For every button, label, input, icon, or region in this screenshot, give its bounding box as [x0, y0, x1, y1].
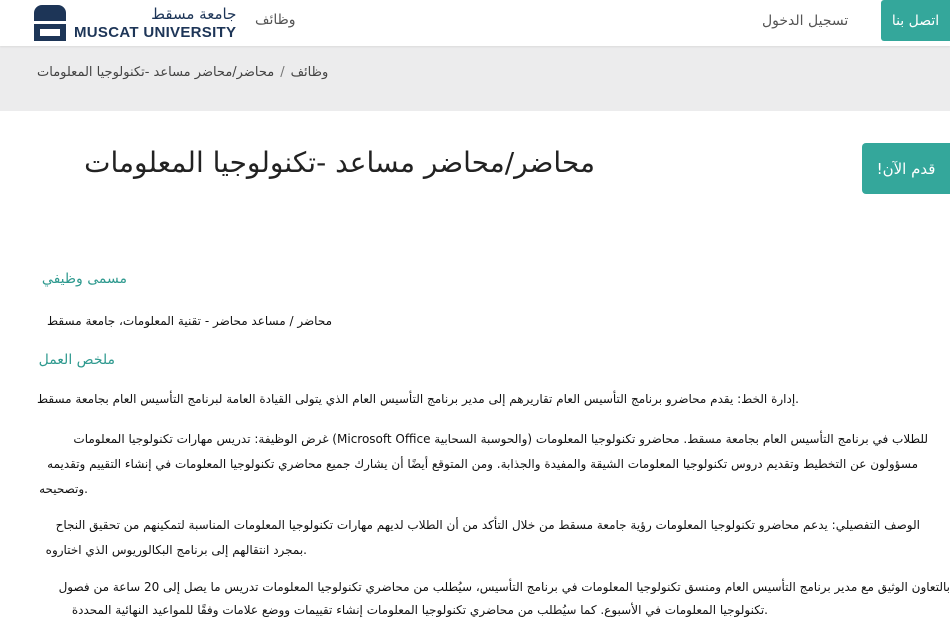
nav-link-login[interactable]: تسجيل الدخول: [762, 13, 849, 29]
breadcrumb-root-link[interactable]: وظائف: [290, 65, 329, 80]
breadcrumb-current: محاضر/محاضر مساعد -تكنولوجيا المعلومات: [37, 65, 275, 80]
nav-link-jobs[interactable]: وظائف: [255, 12, 296, 28]
apply-now-button[interactable]: !قدم الآن: [862, 143, 950, 194]
paragraph-line: .إدارة الخط: يقدم محاضرو برنامج التأسيس العام تقاريرهم إلى مدير برنامج التأسيس العام الذي يتولى القيادة العامة لبرنامج التأسيس العام بجامعة مسقط: [37, 392, 799, 406]
paragraph-line: بالتعاون الوثيق مع مدير برنامج التأسيس العام ومنسق تكنولوجيا المعلومات في برنامج التأسيس، سيُطلب من محاضري تكنولوجيا المعلومات تدريس ما يصل إلى 20 ساعة من فصول: [58, 580, 950, 594]
job-title-heading: مسمى وظيفي: [41, 271, 127, 287]
paragraph-line: الوصف التفصيلي: يدعم محاضرو تكنولوجيا المعلومات رؤية جامعة مسقط من خلال التأكد من أن الطلاب لديهم مهارات تكنولوجيا المعلومات المناسبة لتمكينهم من تحقيق النجاح: [55, 518, 920, 532]
logo-arabic-text: جامعة مسقط: [151, 4, 237, 23]
university-logo[interactable]: [34, 3, 236, 43]
paragraph-line: للطلاب في برنامج التأسيس العام بجامعة مسقط. محاضرو تكنولوجيا المعلومات (والحوسبة السحابية Microsoft Office) غرض الوظيفة: تدريس مهارات تكنولوجيا المعلومات: [73, 432, 928, 446]
breadcrumb-separator: /: [280, 65, 285, 80]
job-title-value: محاضر / مساعد محاضر - تقنية المعلومات، جامعة مسقط: [47, 314, 332, 328]
summary-heading: ملخص العمل: [38, 352, 115, 368]
page-title: محاضر/محاضر مساعد -تكنولوجيا المعلومات: [84, 146, 595, 179]
logo-english-text: MUSCAT UNIVERSITY: [74, 23, 237, 41]
logo-emblem-icon: [34, 5, 66, 41]
paragraph-line: .بمجرد انتقالهم إلى برنامج البكالوريوس الذي اختاروه: [45, 543, 307, 557]
top-navbar: [0, 0, 950, 46]
paragraph-line: .تكنولوجيا المعلومات في الأسبوع. كما سيُطلب من محاضري تكنولوجيا المعلومات إنشاء تقييمات ووضع علامات وفقًا للمواعيد النهائية المحددة: [71, 603, 768, 617]
contact-us-button[interactable]: اتصل بنا: [881, 0, 950, 41]
breadcrumb: [37, 65, 328, 80]
paragraph-line: مسؤولون عن التخطيط وتقديم دروس تكنولوجيا المعلومات الشيقة والمفيدة والجذابة. ومن المتوقع أيضًا أن يشارك جميع محاضري تكنولوجيا المعلومات في إنشاء التقييم وتقديمه: [47, 457, 918, 471]
paragraph-line: .وتصحيحه: [39, 482, 88, 496]
